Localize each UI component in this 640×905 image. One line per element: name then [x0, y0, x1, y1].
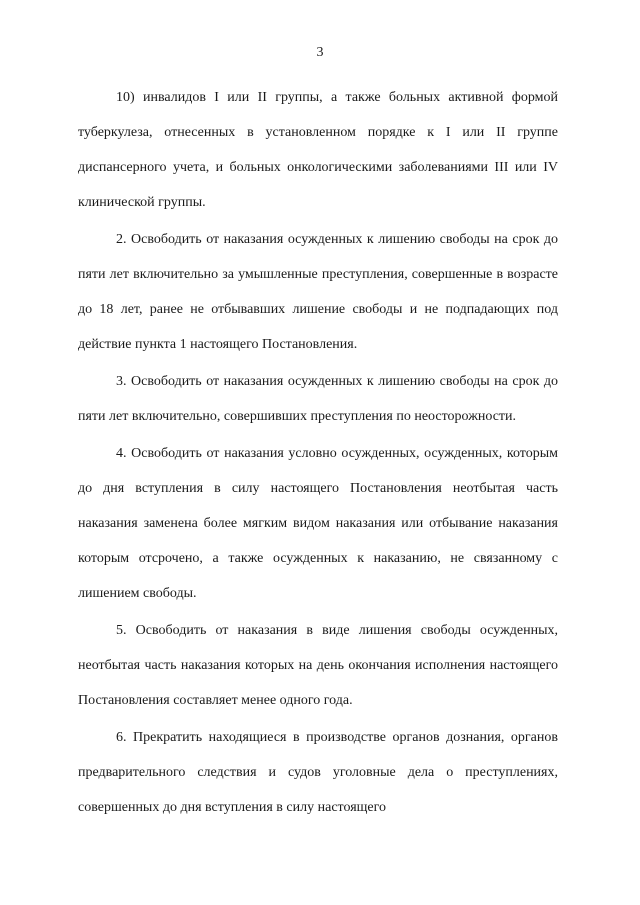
- paragraph-point-2: 2. Освободить от наказания осужденных к лишению свободы на срок до пяти лет включительно за умышленные преступления, совершенные в возрасте до 18 лет, ранее не отбывавших лишение свободы и не подпадающих под действие пункта 1 настоящего Постановления.: [78, 232, 558, 352]
- document-body: [78, 80, 558, 827]
- paragraph-point-3: 3. Освободить от наказания осужденных к лишению свободы на срок до пяти лет включительно, совершивших преступления по неосторожности.: [78, 374, 558, 424]
- paragraph-point-5: 5. Освободить от наказания в виде лишения свободы осужденных, неотбытая часть наказания которых на день окончания исполнения настоящего Постановления составляет менее одного года.: [78, 623, 558, 708]
- paragraph-point-6: 6. Прекратить находящиеся в производстве органов дознания, органов предварительного следствия и судов уголовные дела о преступлениях, совершенных до дня вступления в силу настоящего: [78, 730, 558, 815]
- paragraph-item-10: 10) инвалидов I или II группы, а также больных активной формой туберкулеза, отнесенных в установленном порядке к I или II группе диспансерного учета, и больных онкологическими заболеваниями III или IV клинической группы.: [78, 90, 558, 210]
- paragraph-point-4: 4. Освободить от наказания условно осужденных, осужденных, которым до дня вступления в силу настоящего Постановления неотбытая часть наказания заменена более мягким видом наказания или отбывание наказания которым отсрочено, а также осужденных к наказанию, не связанному с лишением свободы.: [78, 446, 558, 601]
- page-number: 3: [316, 45, 324, 60]
